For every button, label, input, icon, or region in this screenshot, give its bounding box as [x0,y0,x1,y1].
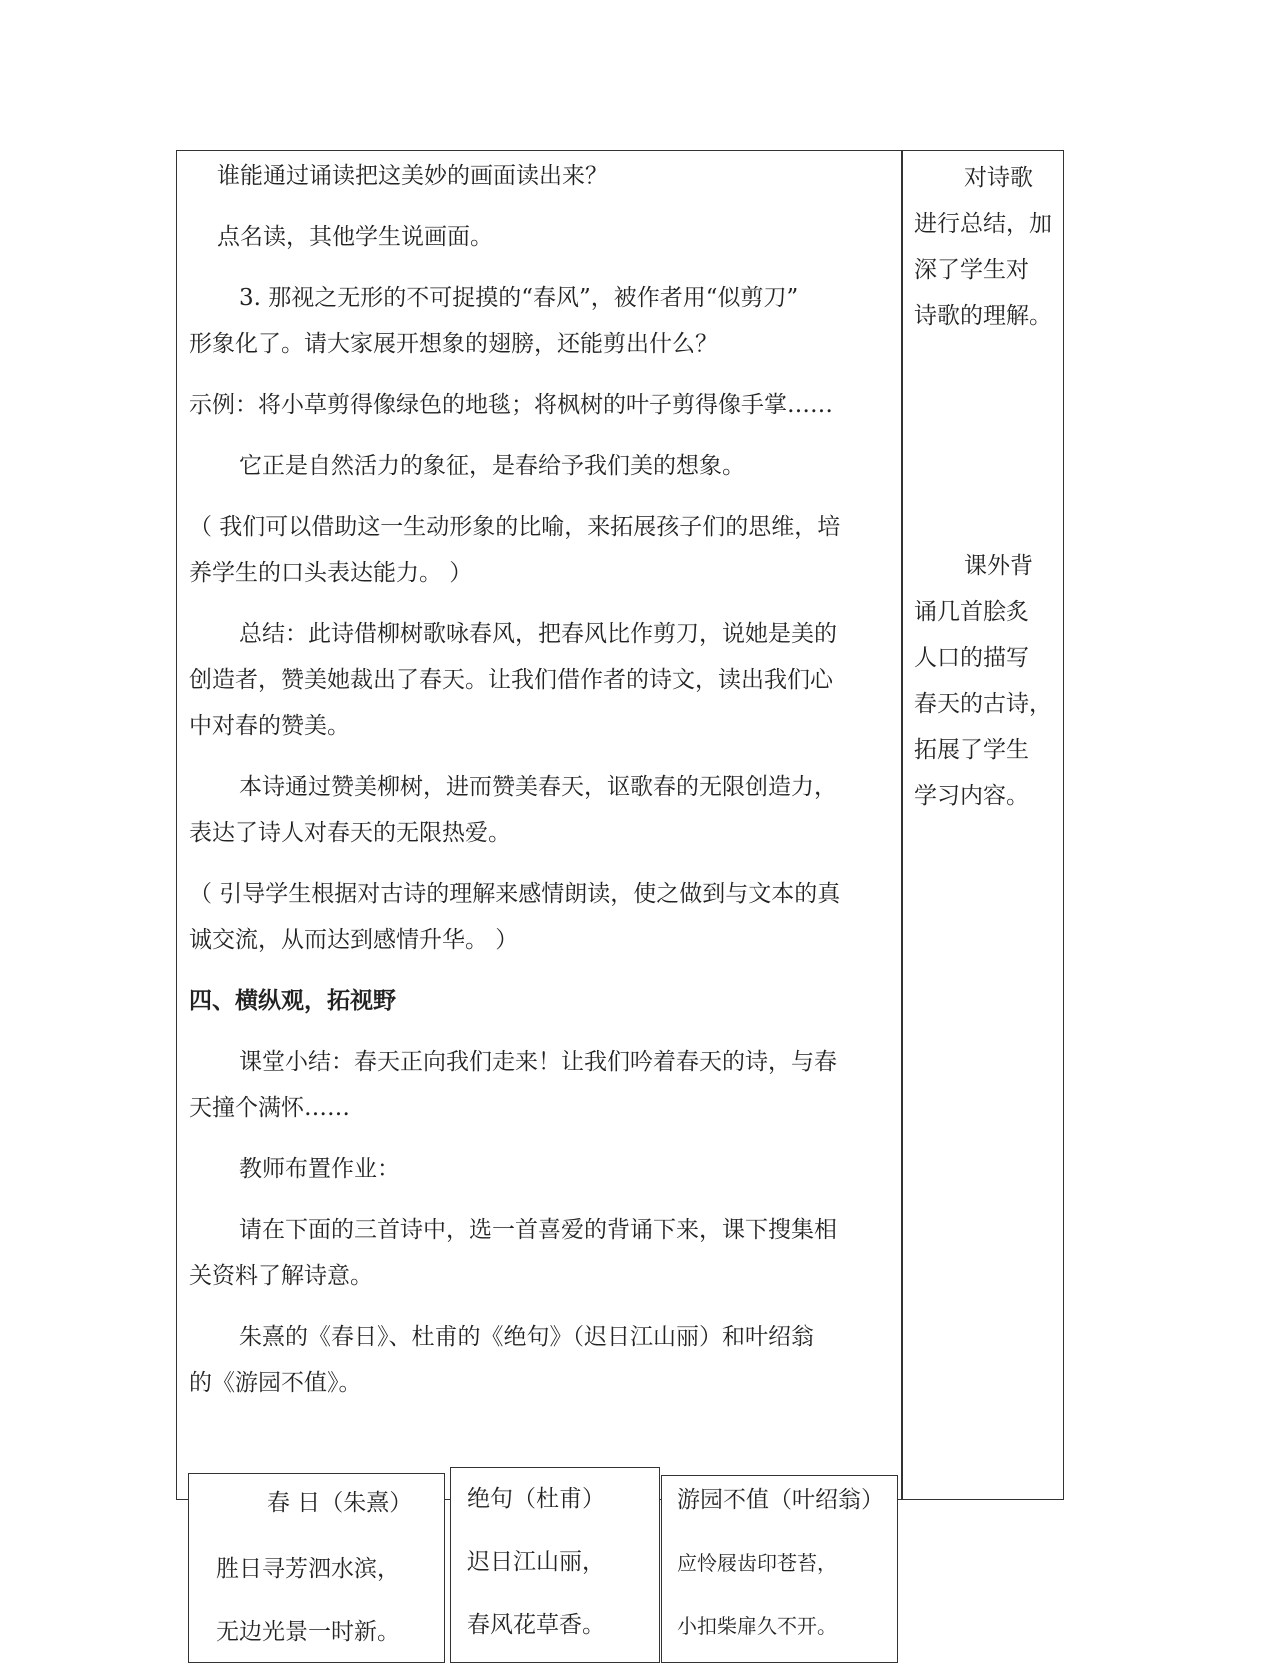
lesson-content-cell [176,150,903,1500]
note-line: 进行总结，加 [914,211,1052,237]
text-line: 关资料了解诗意。 [189,1263,373,1289]
text-line: 天撞个满怀…… [189,1095,350,1121]
poem-line: 应怜屐齿印苍苔， [677,1551,837,1575]
text-line: 中对春的赞美。 [189,713,350,739]
note-line: 春天的古诗， [914,691,1052,717]
poem-box-chunri [188,1473,445,1663]
text-line: 的《游园不值》。 [189,1370,362,1396]
text-line: 总结：此诗借柳树歌咏春风，把春风比作剪刀，说她是美的 [239,621,837,647]
poem-title: 游园不值（叶绍翁） [677,1487,884,1513]
text-line: 示例：将小草剪得像绿色的地毯；将枫树的叶子剪得像手掌…… [189,392,833,418]
note-line: 拓展了学生 [914,737,1029,763]
section-heading: 四、横纵观，拓视野 [189,987,396,1014]
note-line: 深了学生对 [914,257,1029,283]
note-line: 学习内容。 [914,783,1029,809]
text-line: 创造者，赞美她裁出了春天。让我们借作者的诗文，读出我们心 [189,667,833,693]
text-line: 教师布置作业： [239,1156,400,1182]
poem-line: 小扣柴扉久不开。 [677,1614,837,1638]
note-line: 人口的描写 [914,645,1029,671]
text-line: 请在下面的三首诗中，选一首喜爱的背诵下来，课下搜集相 [239,1217,837,1243]
poem-line: 胜日寻芳泗水滨， [216,1556,400,1582]
note-line: 课外背 [964,553,1033,579]
text-line: 点名读，其他学生说画面。 [217,224,493,250]
poem-box-youyuan [661,1475,898,1663]
poem-title: 春 日（朱熹） [267,1490,413,1516]
poem-line: 迟日江山丽， [467,1549,605,1575]
text-line: （ 我们可以借助这一生动形象的比喻，来拓展孩子们的思维，培 [189,514,841,540]
text-line: 表达了诗人对春天的无限热爱。 [189,820,511,846]
note-line: 诗歌的理解。 [914,303,1052,329]
text-line: 诚交流，从而达到感情升华。 ） [189,927,519,953]
text-line: 谁能通过诵读把这美妙的画面读出来？ [217,163,608,189]
text-line: 形象化了。请大家展开想象的翅膀，还能剪出什么？ [189,331,718,357]
note-line: 对诗歌 [964,165,1033,191]
poem-line: 无边光景一时新。 [216,1619,400,1645]
text-line: 它正是自然活力的象征，是春给予我们美的想象。 [239,453,745,479]
teaching-notes-cell [901,150,1064,1500]
text-line: （ 引导学生根据对古诗的理解来感情朗读，使之做到与文本的真 [189,881,841,907]
text-line: 本诗通过赞美柳树，进而赞美春天，讴歌春的无限创造力， [239,774,837,800]
poem-title: 绝句（杜甫） [467,1486,605,1512]
text-line: 课堂小结：春天正向我们走来！让我们吟着春天的诗，与春 [239,1049,837,1075]
text-line: 朱熹的《春日》、杜甫的《绝句》（迟日江山丽）和叶绍翁 [239,1324,814,1350]
text-line: 养学生的口头表达能力。 ） [189,560,473,586]
note-line: 诵几首脍炙 [914,599,1029,625]
poem-line: 春风花草香。 [467,1612,605,1638]
text-line: 3. 那视之无形的不可捉摸的“春风”，被作者用“似剪刀” [239,285,799,311]
poem-box-jueju [450,1467,660,1663]
